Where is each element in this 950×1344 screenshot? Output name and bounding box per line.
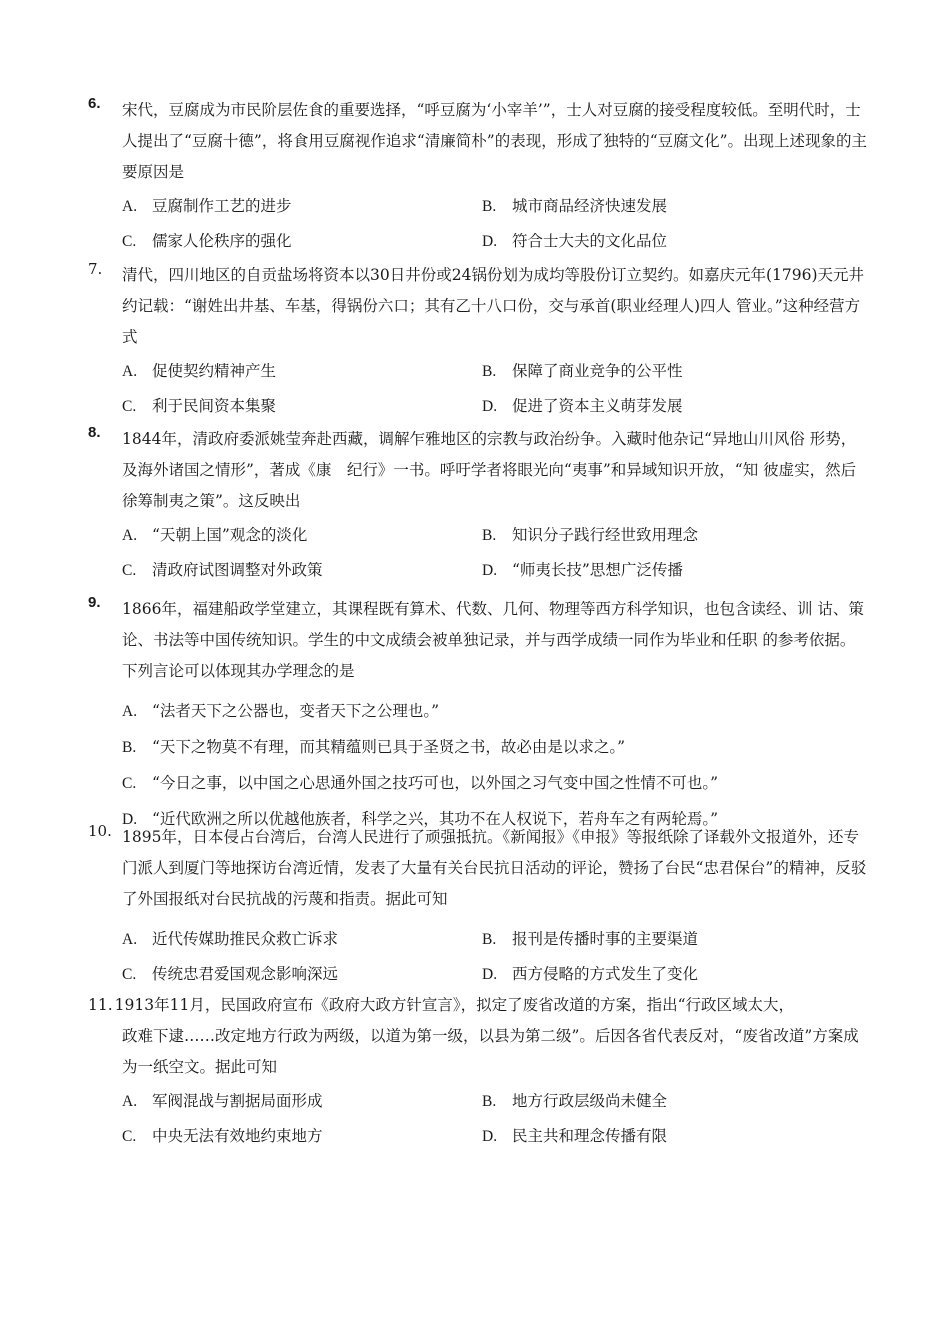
option-d[interactable]: D. “师夷长技”思想广泛传播 <box>482 561 683 579</box>
question-stem: 1844年，清政府委派姚莹奔赴西藏，调解乍雅地区的宗教与政治纷争。入藏时他杂记“异地山川风俗 形势，及海外诸国之情形”，著成《康 纪行》一书。呼吁学者将眼光向“夷事”和异域知识开放，“知 彼虚实，然后徐筹制夷之策”。这反映出 <box>122 430 857 510</box>
option-a[interactable]: A. 豆腐制作工艺的进步 <box>122 197 292 215</box>
options <box>122 1083 868 1153</box>
option-b[interactable]: B. 保障了商业竞争的公平性 <box>482 362 683 380</box>
question-9 <box>88 594 868 837</box>
question-stem: 1866年，福建船政学堂建立，其课程既有算术、代数、几何、物理等西方科学知识，也包含读经、训 诂、策论、书法等中国传统知识。学生的中文成绩会被单独记录，并与西学成绩一同作为毕业和任职 的参考依据。下列言论可以体现其办学理念的是 <box>122 600 864 680</box>
options <box>122 517 868 587</box>
question-number: 7. <box>88 260 103 278</box>
question-11 <box>88 990 868 1153</box>
option-d[interactable]: D. 民主共和理念传播有限 <box>482 1127 668 1145</box>
question-6 <box>88 95 868 258</box>
option-b[interactable]: B. 报刊是传播时事的主要渠道 <box>482 930 699 948</box>
question-number: 11. <box>88 996 113 1014</box>
option-d[interactable]: D. 西方侵略的方式发生了变化 <box>482 965 699 983</box>
option-b[interactable]: B. 城市商品经济快速发展 <box>482 197 668 215</box>
option-c[interactable]: C. 中央无法有效地约束地方 <box>122 1127 323 1145</box>
options <box>122 693 868 837</box>
option-c[interactable]: C. 清政府试图调整对外政策 <box>122 561 323 579</box>
question-stem-first-line: 1913年11月，民国政府宣布《政府大政方针宣言》，拟定了废省改道的方案，指出“行政区域太大， <box>114 996 795 1014</box>
question-8 <box>88 424 868 587</box>
question-number: 9. <box>88 594 101 611</box>
option-c[interactable]: C. “今日之事，以中国之心思通外国之技巧可也，以外国之习气变中国之性情不可也。” <box>122 774 719 792</box>
options <box>122 188 868 258</box>
options <box>122 353 868 423</box>
question-stem <box>88 990 868 1083</box>
option-a[interactable]: A. 促使契约精神产生 <box>122 362 277 380</box>
option-d[interactable]: D. 符合士大夫的文化品位 <box>482 232 668 250</box>
question-number: 8. <box>88 424 101 441</box>
option-c[interactable]: C. 传统忠君爱国观念影响深远 <box>122 965 339 983</box>
question-number: 6. <box>88 95 101 112</box>
option-b[interactable]: B. “天下之物莫不有理，而其精蕴则已具于圣贤之书，故必由是以求之。” <box>122 738 626 756</box>
question-stem: 宋代，豆腐成为市民阶层佐食的重要选择，“呼豆腐为‘小宰羊’”，士人对豆腐的接受程度较低。至明代时，士人提出了“豆腐十德”，将食用豆腐视作追求“清廉简朴”的表现，形成了独特的“豆腐文化”。出现上述现象的主要原因是 <box>122 101 868 181</box>
question-stem-rest: 政难下逮……改定地方行政为两级，以道为第一级，以县为第二级”。后因各省代表反对，“废省改道”方案成为一纸空文。据此可知 <box>122 1027 859 1076</box>
option-a[interactable]: A. 军阀混战与割据局面形成 <box>122 1092 323 1110</box>
option-c[interactable]: C. 儒家人伦秩序的强化 <box>122 232 292 250</box>
question-stem: 1895年，日本侵占台湾后，台湾人民进行了顽强抵抗。《新闻报》《申报》等报纸除了译载外文报道外，还专门派人到厦门等地探访台湾近情，发表了大量有关台民抗日活动的评论，赞扬了台民“忠君保台”的精神，反驳了外国报纸对台民抗战的污蔑和指责。据此可知 <box>122 828 867 908</box>
question-number: 10. <box>88 822 112 840</box>
option-a[interactable]: A. 近代传媒助推民众救亡诉求 <box>122 930 339 948</box>
option-a[interactable]: A. “法者天下之公器也，变者天下之公理也。” <box>122 702 440 720</box>
option-b[interactable]: B. 地方行政层级尚未健全 <box>482 1092 668 1110</box>
option-a[interactable]: A. “天朝上国”观念的淡化 <box>122 526 308 544</box>
option-c[interactable]: C. 利于民间资本集聚 <box>122 397 277 415</box>
question-7 <box>88 260 868 423</box>
question-10 <box>88 822 868 991</box>
question-stem: 清代，四川地区的自贡盐场将资本以30日井份或24锅份划为成均等股份订立契约。如嘉庆元年(1796)天元井约记载：“谢姓出井基、车基，得锅份六口；其有乙十八口份，交与承首(职业经理人)四人 管业。”这种经营方式 <box>122 266 864 346</box>
options <box>122 921 868 991</box>
option-d[interactable]: D. 促进了资本主义萌芽发展 <box>482 397 683 415</box>
option-b[interactable]: B. 知识分子践行经世致用理念 <box>482 526 699 544</box>
option-d[interactable]: D. “近代欧洲之所以优越他族者，科学之兴，其功不在人权说下，若舟车之有两轮焉。” <box>122 810 719 828</box>
